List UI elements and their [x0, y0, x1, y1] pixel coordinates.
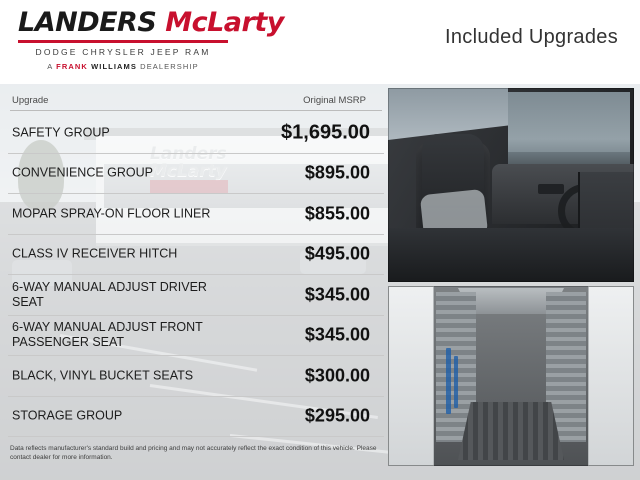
cargo-floor	[458, 402, 564, 460]
upgrade-label: CLASS IV RECEIVER HITCH	[12, 246, 178, 261]
table-row	[8, 316, 384, 357]
upgrade-price: $895.00	[304, 162, 370, 183]
logo-tagline-brand: FRANK	[56, 62, 88, 71]
table-row	[8, 397, 384, 438]
blue-strap	[454, 356, 458, 408]
upgrade-price: $300.00	[304, 365, 370, 386]
upgrades-table	[0, 92, 392, 440]
upgrade-price: $495.00	[304, 243, 370, 264]
logo-tagline	[18, 62, 228, 71]
upgrade-label: SAFETY GROUP	[12, 125, 110, 140]
upgrade-label: MOPAR SPRAY-ON FLOOR LINER	[12, 206, 211, 221]
header	[0, 0, 640, 84]
upgrade-price: $855.00	[304, 203, 370, 224]
logo-word-mclarty: McLarty	[165, 7, 284, 38]
table-row	[8, 113, 384, 154]
rear-door-left	[388, 286, 434, 466]
upgrade-price: $295.00	[304, 405, 370, 426]
disclaimer-text: Data reflects manufacturer's standard build and pricing and may not accurately reflect the exact condition of this vehicle. Please contact dealer for more information.	[10, 445, 377, 461]
logo-divider	[18, 40, 228, 43]
column-header-upgrade: Upgrade	[12, 95, 49, 106]
logo-tagline-mid: WILLIAMS	[87, 62, 141, 71]
logo-tagline-suffix: DEALERSHIP	[140, 62, 199, 71]
upgrade-label: STORAGE GROUP	[12, 408, 123, 423]
table-row	[8, 275, 384, 316]
table-row	[8, 235, 384, 276]
blue-strap	[446, 348, 451, 414]
table-row	[8, 356, 384, 397]
logo-tagline-prefix: A	[47, 62, 57, 71]
van-cargo-photo	[388, 286, 634, 466]
page-title: Included Upgrades	[445, 26, 618, 48]
column-header-msrp: Original MSRP	[303, 95, 366, 106]
upgrade-label: CONVENIENCE GROUP	[12, 165, 153, 180]
upgrade-price: $345.00	[304, 324, 370, 345]
dealer-logo	[18, 7, 284, 71]
table-row	[8, 154, 384, 195]
upgrade-label: 6-WAY MANUAL ADJUST FRONT PASSENGER SEAT	[12, 320, 203, 350]
van-interior-photo	[388, 88, 634, 282]
table-header-divider	[10, 110, 382, 111]
logo-subtitle: DODGE CHRYSLER JEEP RAM	[35, 47, 211, 57]
rear-door-right	[588, 286, 634, 466]
upgrade-price: $1,695.00	[281, 121, 370, 144]
cab-floor	[388, 228, 634, 282]
logo-word-landers: LANDERS	[18, 7, 157, 38]
upgrade-label: 6-WAY MANUAL ADJUST DRIVER SEAT	[12, 279, 207, 309]
air-vent	[538, 184, 564, 194]
table-header-row	[8, 92, 384, 110]
upgrade-label: BLACK, VINYL BUCKET SEATS	[12, 368, 194, 383]
logo-wordmark	[18, 7, 284, 38]
table-row	[8, 194, 384, 235]
upgrade-price: $345.00	[304, 284, 370, 305]
